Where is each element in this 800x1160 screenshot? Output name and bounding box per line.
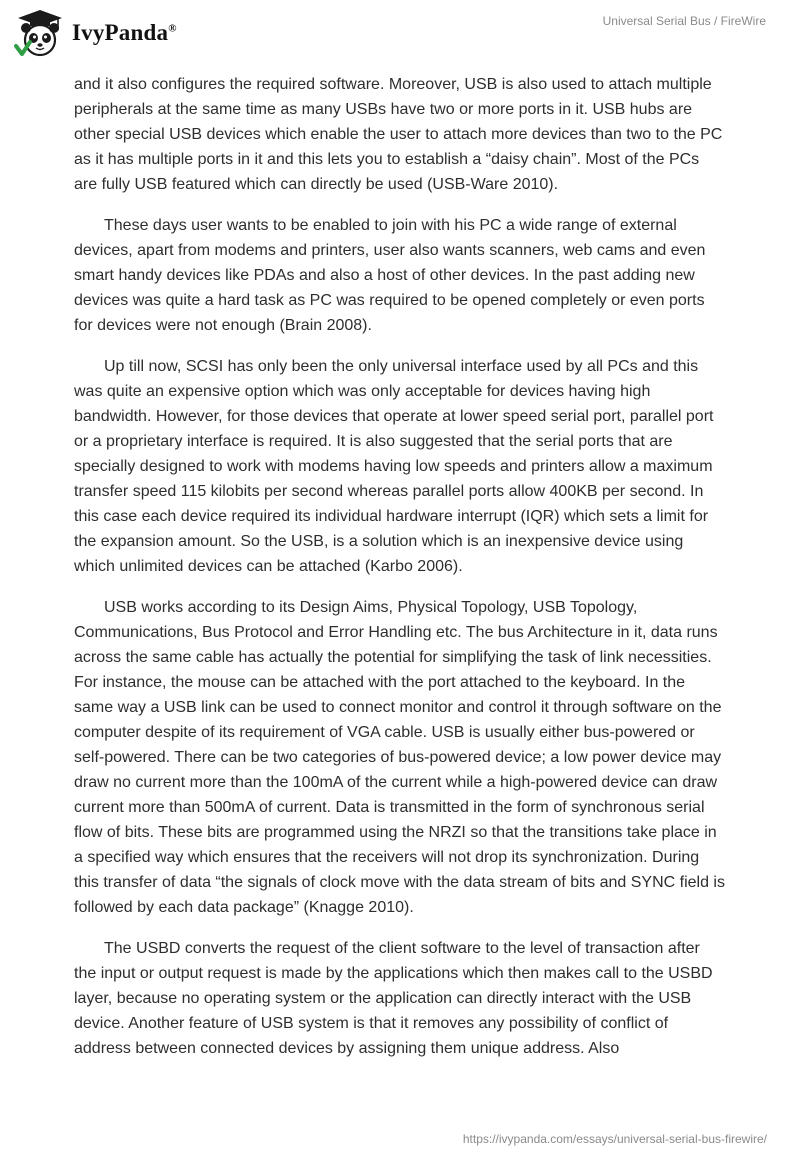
essay-body [74,72,726,1077]
paragraph: USB works according to its Design Aims, Physical Topology, USB Topology, Communications, Bus Protocol and Error Handling etc. The bus Architecture in it, data runs across the same cable has actually the potential for simplifying the task of link necessities. For instance, the mouse can be attached with the port attached to the keyboard. In the same way a USB link can be used to connect monitor and control it through software on the computer despite of its requirement of VGA cable. USB is usually either bus-powered or self-powered. There can be two categories of bus-powered device; a low power device may draw no current more than the 100mA of the current while a high-powered device can draw current more than 500mA of current. Data is transmitted in the form of synchronous serial flow of bits. These bits are programmed using the NRZI so that the transitions take place in a specified way which ensures that the receivers will not drop its synchronization. During this transfer of data “the signals of clock move with the data stream of bits and SYNC field is followed by each data package” (Knagge 2010). [74,599,725,916]
brand-name: IvyPanda® [72,20,177,45]
paragraph: Up till now, SCSI has only been the only universal interface used by all PCs and this was quite an expensive option which was only acceptable for devices having high bandwidth. However, for those devices that operate at lower speed serial port, parallel port or a proprietary interface is required. It is also suggested that the serial ports that are specially designed to work with modems having low speeds and printers allow a maximum transfer speed 115 kilobits per second whereas parallel ports allow 400KB per second. In this case each device required its individual hardware interrupt (IQR) which sets a limit for the expansion amount. So the USB, is a solution which is an inexpensive device using which unlimited devices can be attached (Karbo 2006). [74,358,714,575]
document-title: Universal Serial Bus / FireWire [602,14,766,28]
paragraph: These days user wants to be enabled to join with his PC a wide range of external devices, apart from modems and printers, user also wants scanners, web cams and even smart handy devices like PDAs and also a host of other devices. In the past adding new devices was quite a hard task as PC was required to be opened completely or even ports for devices were not enough (Brain 2008). [74,217,706,334]
paragraph: The USBD converts the request of the client software to the level of transaction after the input or output request is made by the applications which then makes call to the USBD layer, because no operating system or the application can directly interact with the USB device. Another feature of USB system is that it removes any possibility of conflict of address between connected devices by assigning them unique address. Also [74,940,713,1057]
ivypanda-logo[interactable] [14,8,177,58]
page-header [0,0,800,70]
source-url-link[interactable]: https://ivypanda.com/essays/universal-serial-bus-firewire/ [462,1132,767,1146]
paragraph: and it also configures the required software. Moreover, USB is also used to attach multiple peripherals at the same time as many USBs have two or more ports in it. USB hubs are other special USB devices which enable the user to attach more devices than two to the PC as it has multiple ports in it and this lets you to establish a “daisy chain”. Most of the PCs are fully USB featured which can directly be used (USB-Ware 2010). [74,76,723,193]
panda-mascot-icon [14,8,66,58]
